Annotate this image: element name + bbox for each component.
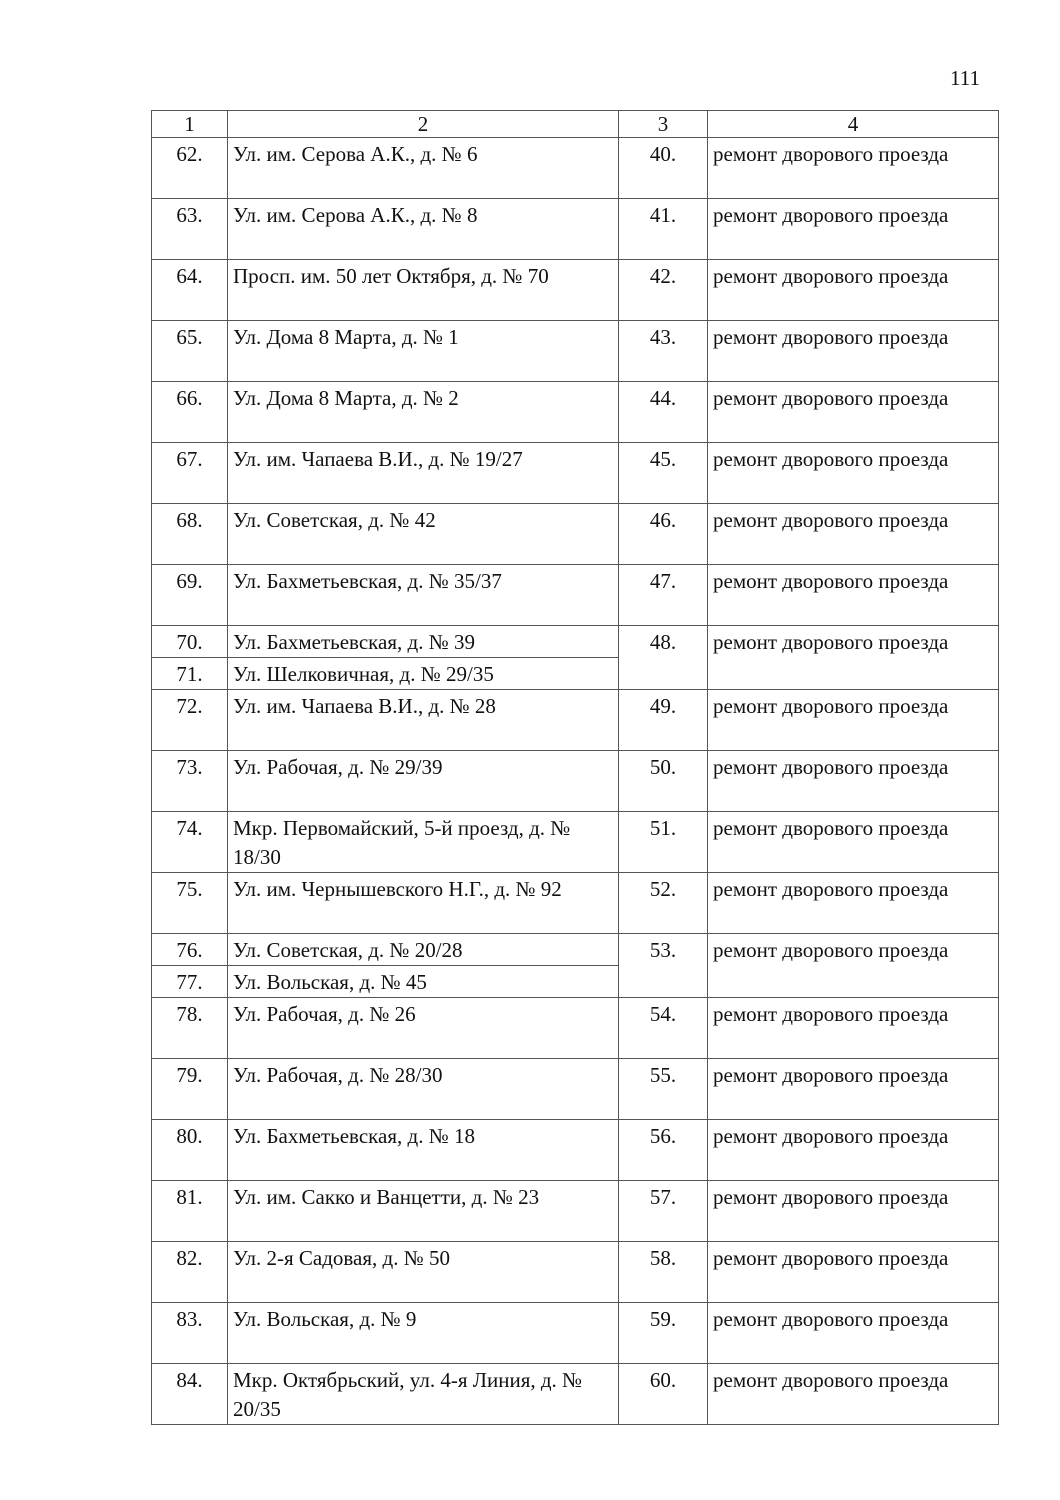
object-number-cell: 42. <box>619 260 708 321</box>
work-type-cell: ремонт дворового проезда <box>708 443 999 504</box>
table-row <box>152 504 999 565</box>
row-number-cell: 68. <box>152 504 228 565</box>
row-number-cell: 79. <box>152 1059 228 1120</box>
work-type-cell: ремонт дворового проезда <box>708 934 999 998</box>
row-number-cell: 81. <box>152 1181 228 1242</box>
address-cell: Ул. Рабочая, д. № 28/30 <box>228 1059 619 1120</box>
row-number-cell: 83. <box>152 1303 228 1364</box>
object-number-cell: 47. <box>619 565 708 626</box>
row-number-cell: 64. <box>152 260 228 321</box>
work-type-cell: ремонт дворового проезда <box>708 998 999 1059</box>
table-header-row <box>152 111 999 138</box>
object-number-cell: 44. <box>619 382 708 443</box>
object-number-cell: 55. <box>619 1059 708 1120</box>
table-row <box>152 565 999 626</box>
work-type-cell: ремонт дворового проезда <box>708 321 999 382</box>
row-number-cell: 70. <box>152 626 228 658</box>
object-number-cell: 48. <box>619 626 708 690</box>
address-cell: Ул. Советская, д. № 42 <box>228 504 619 565</box>
address-cell: Ул. им. Сакко и Ванцетти, д. № 23 <box>228 1181 619 1242</box>
address-cell: Ул. Бахметьевская, д. № 35/37 <box>228 565 619 626</box>
work-type-cell: ремонт дворового проезда <box>708 382 999 443</box>
header-cell: 3 <box>619 111 708 138</box>
header-cell: 2 <box>228 111 619 138</box>
row-number-cell: 76. <box>152 934 228 966</box>
row-number-cell: 75. <box>152 873 228 934</box>
work-type-cell: ремонт дворового проезда <box>708 1120 999 1181</box>
address-cell: Ул. Дома 8 Марта, д. № 2 <box>228 382 619 443</box>
table-row <box>152 812 999 873</box>
work-type-cell: ремонт дворового проезда <box>708 199 999 260</box>
object-number-cell: 56. <box>619 1120 708 1181</box>
row-number-cell: 62. <box>152 138 228 199</box>
address-cell: Ул. 2-я Садовая, д. № 50 <box>228 1242 619 1303</box>
address-cell: Мкр. Первомайский, 5-й проезд, д. № 18/30 <box>228 812 619 873</box>
row-number-cell: 72. <box>152 690 228 751</box>
table-row <box>152 1242 999 1303</box>
table-row <box>152 1303 999 1364</box>
row-number-cell: 65. <box>152 321 228 382</box>
address-cell: Ул. Дома 8 Марта, д. № 1 <box>228 321 619 382</box>
object-number-cell: 51. <box>619 812 708 873</box>
table-row <box>152 382 999 443</box>
table-row <box>152 998 999 1059</box>
work-type-cell: ремонт дворового проезда <box>708 1303 999 1364</box>
address-cell: Ул. Советская, д. № 20/28 <box>228 934 619 966</box>
header-cell: 4 <box>708 111 999 138</box>
object-number-cell: 40. <box>619 138 708 199</box>
table-row <box>152 260 999 321</box>
address-cell: Просп. им. 50 лет Октября, д. № 70 <box>228 260 619 321</box>
object-number-cell: 52. <box>619 873 708 934</box>
table-row <box>152 321 999 382</box>
object-number-cell: 59. <box>619 1303 708 1364</box>
row-number-cell: 71. <box>152 658 228 690</box>
row-number-cell: 84. <box>152 1364 228 1425</box>
table-row <box>152 1120 999 1181</box>
work-type-cell: ремонт дворового проезда <box>708 565 999 626</box>
object-number-cell: 57. <box>619 1181 708 1242</box>
table-row <box>152 443 999 504</box>
address-cell: Ул. Вольская, д. № 45 <box>228 966 619 998</box>
row-number-cell: 69. <box>152 565 228 626</box>
table-row <box>152 751 999 812</box>
address-cell: Ул. Рабочая, д. № 29/39 <box>228 751 619 812</box>
address-cell: Ул. им. Чапаева В.И., д. № 28 <box>228 690 619 751</box>
table-row <box>152 199 999 260</box>
object-number-cell: 53. <box>619 934 708 998</box>
work-type-cell: ремонт дворового проезда <box>708 1242 999 1303</box>
object-number-cell: 43. <box>619 321 708 382</box>
table-row <box>152 1059 999 1120</box>
table-row <box>152 1364 999 1425</box>
object-number-cell: 50. <box>619 751 708 812</box>
table-row <box>152 873 999 934</box>
work-type-cell: ремонт дворового проезда <box>708 751 999 812</box>
row-number-cell: 82. <box>152 1242 228 1303</box>
object-number-cell: 41. <box>619 199 708 260</box>
row-number-cell: 77. <box>152 966 228 998</box>
work-type-cell: ремонт дворового проезда <box>708 690 999 751</box>
work-type-cell: ремонт дворового проезда <box>708 873 999 934</box>
row-number-cell: 78. <box>152 998 228 1059</box>
object-number-cell: 45. <box>619 443 708 504</box>
table-row <box>152 626 999 658</box>
table-row <box>152 690 999 751</box>
object-number-cell: 54. <box>619 998 708 1059</box>
work-type-cell: ремонт дворового проезда <box>708 138 999 199</box>
table-row <box>152 138 999 199</box>
address-cell: Ул. Шелковичная, д. № 29/35 <box>228 658 619 690</box>
row-number-cell: 67. <box>152 443 228 504</box>
work-type-cell: ремонт дворового проезда <box>708 812 999 873</box>
work-type-cell: ремонт дворового проезда <box>708 626 999 690</box>
works-table <box>151 110 999 1425</box>
table-row <box>152 934 999 966</box>
work-type-cell: ремонт дворового проезда <box>708 1181 999 1242</box>
page-number: 111 <box>950 66 980 90</box>
work-type-cell: ремонт дворового проезда <box>708 1059 999 1120</box>
work-type-cell: ремонт дворового проезда <box>708 1364 999 1425</box>
address-cell: Ул. им. Серова А.К., д. № 8 <box>228 199 619 260</box>
row-number-cell: 74. <box>152 812 228 873</box>
address-cell: Ул. им. Чапаева В.И., д. № 19/27 <box>228 443 619 504</box>
row-number-cell: 66. <box>152 382 228 443</box>
address-cell: Мкр. Октябрьский, ул. 4-я Линия, д. № 20/35 <box>228 1364 619 1425</box>
address-cell: Ул. Вольская, д. № 9 <box>228 1303 619 1364</box>
address-cell: Ул. им. Чернышевского Н.Г., д. № 92 <box>228 873 619 934</box>
table-row <box>152 1181 999 1242</box>
object-number-cell: 58. <box>619 1242 708 1303</box>
address-cell: Ул. Бахметьевская, д. № 18 <box>228 1120 619 1181</box>
work-type-cell: ремонт дворового проезда <box>708 260 999 321</box>
row-number-cell: 73. <box>152 751 228 812</box>
header-cell: 1 <box>152 111 228 138</box>
address-cell: Ул. им. Серова А.К., д. № 6 <box>228 138 619 199</box>
row-number-cell: 80. <box>152 1120 228 1181</box>
work-type-cell: ремонт дворового проезда <box>708 504 999 565</box>
row-number-cell: 63. <box>152 199 228 260</box>
object-number-cell: 46. <box>619 504 708 565</box>
address-cell: Ул. Бахметьевская, д. № 39 <box>228 626 619 658</box>
object-number-cell: 60. <box>619 1364 708 1425</box>
address-cell: Ул. Рабочая, д. № 26 <box>228 998 619 1059</box>
object-number-cell: 49. <box>619 690 708 751</box>
